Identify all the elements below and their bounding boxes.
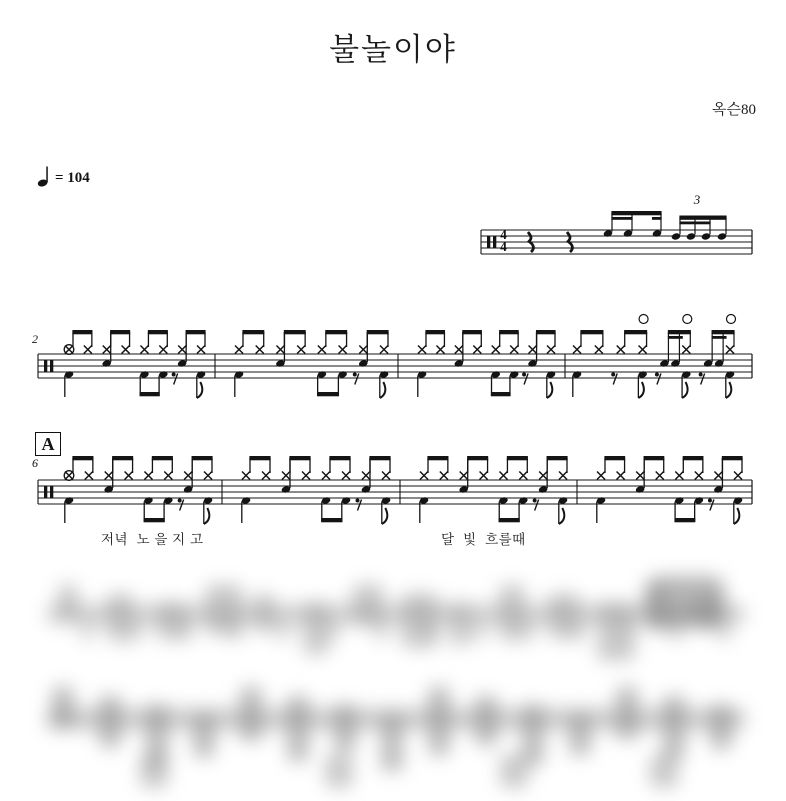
author-credit: 옥슨80: [712, 102, 756, 118]
tuplet-number: 3: [693, 192, 701, 207]
measure-number-6: 6: [32, 456, 38, 470]
staff-system-2: [38, 315, 752, 399]
time-signature-denominator: 4: [500, 239, 507, 254]
time-signature-numerator: 4: [500, 227, 507, 242]
song-title: 불놀이야: [329, 32, 457, 67]
lyric-line-2: 달 빛 흐를때: [441, 532, 526, 547]
tempo-value: = 104: [55, 170, 90, 186]
measure-number-2: 2: [32, 332, 38, 346]
lyric-line-1: 저녁 노 을 지 고: [101, 532, 204, 547]
staff-system-3: [38, 456, 752, 524]
rehearsal-mark-box: [35, 432, 61, 456]
rehearsal-letter: A: [41, 434, 55, 454]
staff-system-1: [481, 211, 752, 254]
